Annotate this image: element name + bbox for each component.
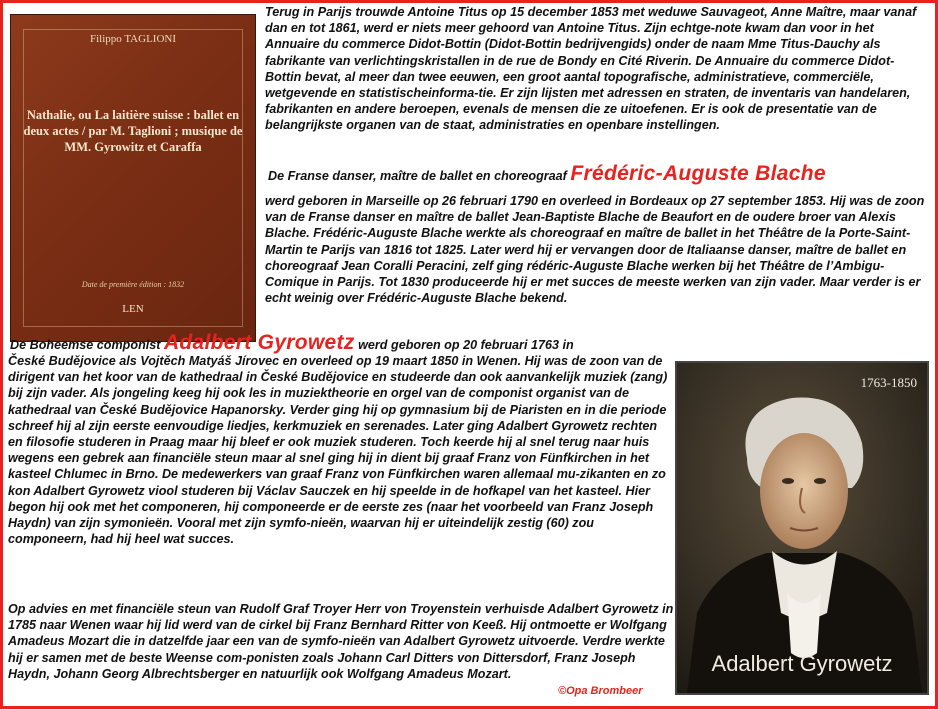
gyrowetz-lead-after: werd geboren op 20 februari 1763 in <box>354 338 574 352</box>
book-publisher: LEN <box>122 303 144 315</box>
book-author: Filippo TAGLIONI <box>90 33 176 45</box>
gyrowetz-name: Adalbert Gyrowetz <box>163 331 355 354</box>
portrait-image <box>675 361 929 695</box>
portrait-caption: Adalbert Gyrowetz <box>711 651 893 676</box>
blache-lead-text: De Franse danser, maître de ballet en choreograaf <box>268 169 571 183</box>
book-cover-image <box>10 14 256 342</box>
paragraph-blache: werd geboren in Marseille op 26 februari 1790 en overleed in Bordeaux op 27 september 1853. Hij was de zoon van de Franse danser en maître de ballet Jean-Baptiste Blache de Beaufort en de oudere broer van Alexis Blache. Frédéric-Auguste Blache werkte als choreograaf en maître de ballet in het Théâtre de la Porte-Saint-Martin te Parijs van 1816 tot 1825. Later werd hij er vervangen door de Italiaanse danser, maître de ballet en choreograaf Jean Coralli Peracini, zelf ging rédéric-Auguste Blache werken bij het Théâtre de l’Ambigu-Comique in Parijs. Tot 1830 produceerde hij er met succes de meeste werken van zijn vader. Maar verder is er echt weinig over Frédéric-Auguste Blache bekend. <box>265 194 925 306</box>
book-title: Nathalie, ou La laitière suisse : ballet en deux actes / par M. Taglioni ; musique de MM. Gyrowitz et Caraffa <box>23 108 243 154</box>
paragraph-gyrowetz-vienna: Op advies en met financiële steun van Rudolf Graf Troyer Herr von Troyenstein verhuisde Adalbert Gyrowetz in 1785 naar Wenen waar hij lid werd van de cirkel bij Franz Bernhard Ritter von Keeß. Hij ontmoette er Wolfgang Amadeus Mozart die in datzelfde jaar een van de symfo-nieën van Adalbert Gyrowetz uitvoerde. Verdre werkte hij er samen met de beste Weense com-ponisten zoals Johann Carl Ditters von Dittersdorf, Franz Joseph Haydn, Johann Georg Albrechtsberger en natuurlijk ook Wolfgang Amadeus Mozart. <box>8 602 674 681</box>
blache-heading-line <box>268 162 930 185</box>
paragraph-titus: Terug in Parijs trouwde Antoine Titus op 15 december 1853 met weduwe Sauvageot, Anne Maître, maar vanaf dan en tot 1861, werd er niets meer gehoord van Antoine Titus. Zijn echtge-note kwam dan voor in het Annuaire du commerce Didot-Bottin (Didot-Bottin bedrijvengids) onder de naam Mme Titus-Dauchy als fabrikante van verlichtingskristallen in de rue de Bondy en Cité Riverin. De Annuaire du commerce Didot-Bottin bevat, al meer dan twee eeuwen, een groot aantal topografische, administratieve, commerciële, wetgevende en statistischeinforma-tie. Er zijn lijsten met adressen en straten, de inventaris van handelaren, fabrikanten en andere beroepen, evenals de mensen die ze uitoefenen. Er is ook de presentatie van de belangrijkste organen van de staat, administraties en openbare instellingen. <box>265 5 917 133</box>
book-date: Date de première édition : 1832 <box>81 280 185 289</box>
paragraph-gyrowetz: České Budějovice als Vojtěch Matyáš Jírovec en overleed op 19 maart 1850 in Wenen. Hij was de zoon van de dirigent van het koor van de kathedraal in České Budějovice en studeerde dan ook aanvankelijk muziek (zang) bij zijn vader. Als jongeling keeg hij ook les in muziektheorie en orgel van de componist organist van de kathedraal van České Budějovice Hapanorsky. Verder ging hij op gymnasium bij de Piaristen en in die periode schreef hij al zijn eerste eenvoudige liedjes, kerkmuziek en serenades. Later ging Adalbert Gyrowetz rechten en filosofie studeren in Praag maar hij bleef er ook muziek studeren. Toch keerde hij al snel terug naar huis wegens een gebrek aan financiële steun maar al snel ging hij in dient bij graaf Franz von Fünfkirchen in het kasteel Chlumec in Brno. De medewerkers van graaf Franz von Fünfkirchen waren allemaal mu-zikanten en zo kon Adalbert Gyrowetz viool studeren bij Václav Sauczek en hij speelde in de hofkapel van het kasteel. Hier begon hij ook met het componeren, hij componeerde er de eerste zes (naar het voorbeeld van Franz Joseph Haydn) van zijn symonieën. Vooral met zijn symfo-nieën, waarvan hij er uiteindelijk zestig (60) zou componeern, had hij heel wat succes. <box>8 354 668 547</box>
copyright-label: ©Opa Brombeer <box>558 685 643 697</box>
blache-name: Frédéric-Auguste Blache <box>570 162 826 185</box>
gyrowetz-heading-line <box>10 331 930 354</box>
portrait-years: 1763-1850 <box>860 375 917 390</box>
portrait-painting <box>677 363 927 693</box>
gyrowetz-lead-text: De Boheemse componist <box>10 338 164 352</box>
